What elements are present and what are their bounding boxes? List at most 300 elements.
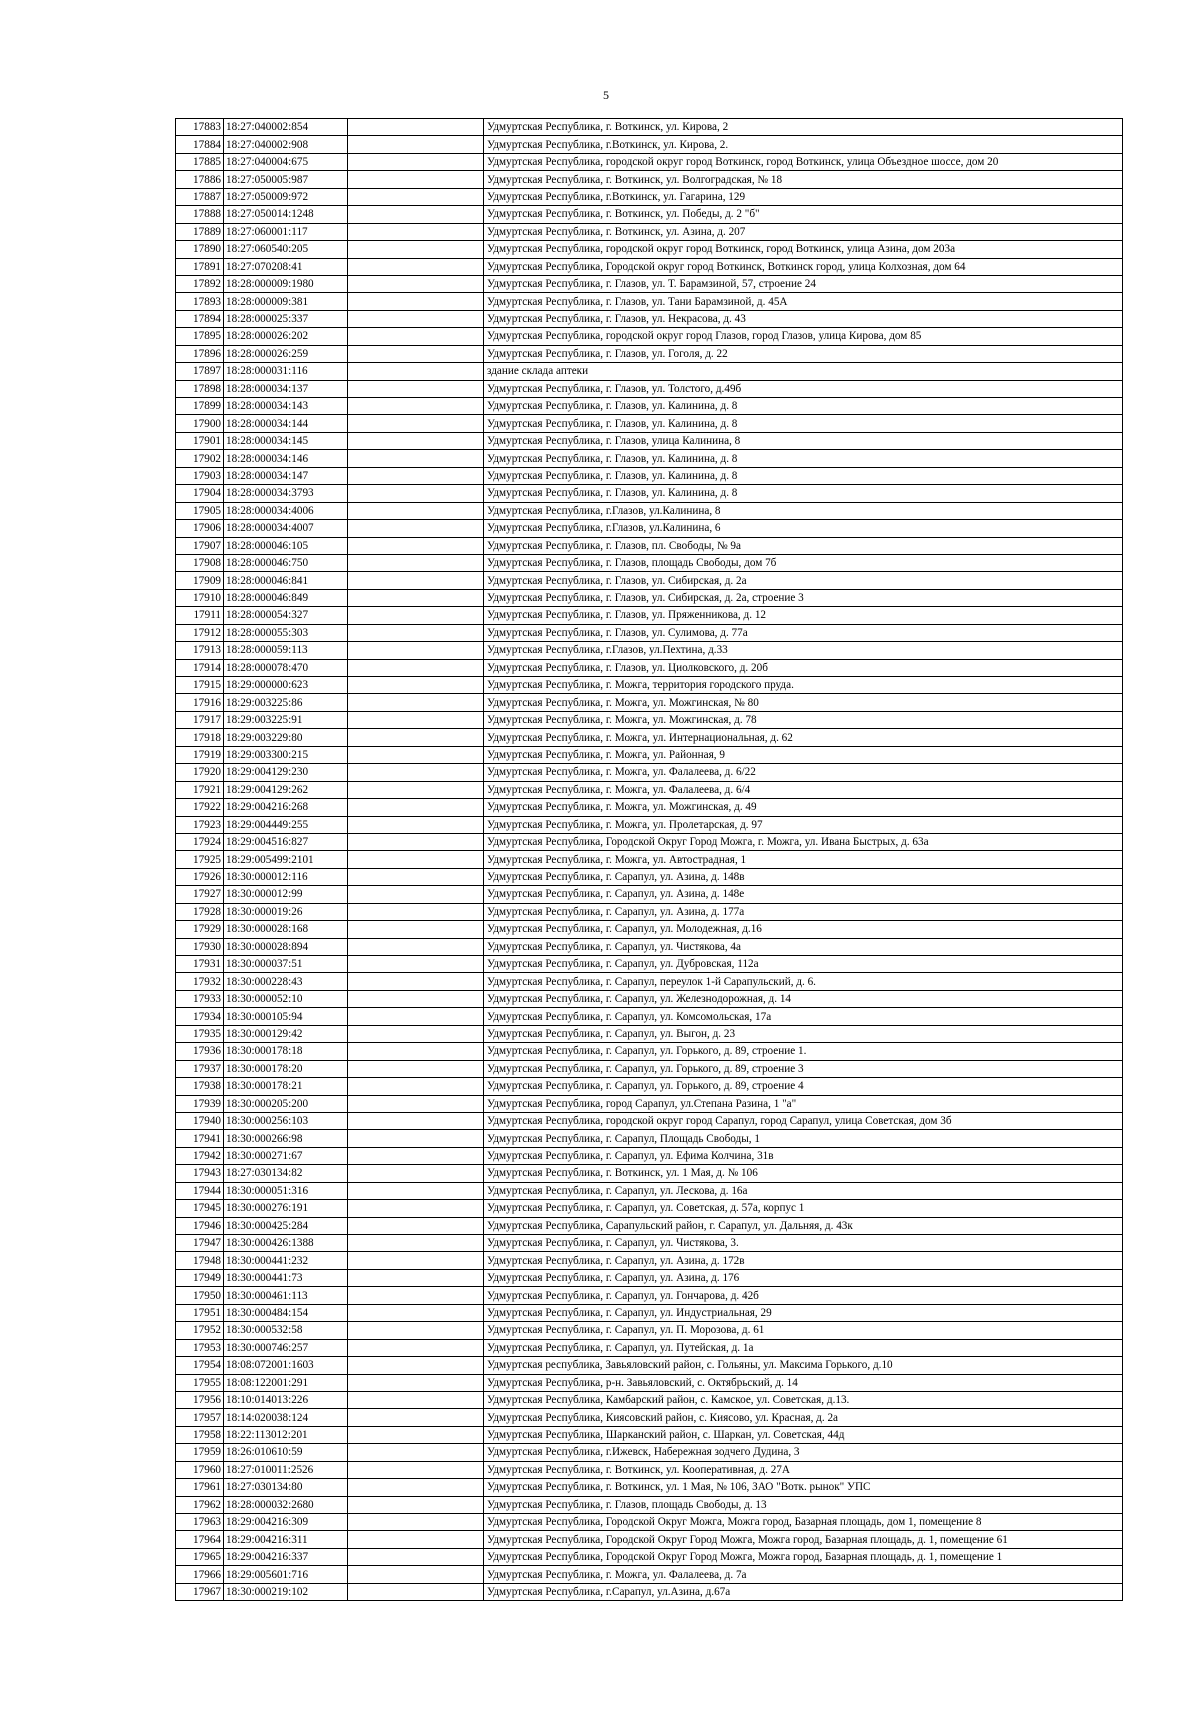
row-number-cell: 17948: [176, 1252, 224, 1269]
cadastral-number-cell: 18:28:000034:137: [224, 380, 348, 397]
empty-cell: [348, 1566, 484, 1583]
row-number-cell: 17915: [176, 677, 224, 694]
row-number-cell: 17938: [176, 1078, 224, 1095]
empty-cell: [348, 1339, 484, 1356]
row-number-cell: 17964: [176, 1531, 224, 1548]
table-row: [176, 119, 1123, 136]
row-number-cell: 17901: [176, 432, 224, 449]
address-cell: Удмуртская Республика, городской округ город Воткинск, город Воткинск, улица Объездное шоссе, дом 20: [484, 153, 1123, 170]
table-row: [176, 677, 1123, 694]
address-cell: Удмуртская Республика, г. Можга, ул. Можгинская, д. 78: [484, 711, 1123, 728]
cadastral-number-cell: 18:29:004216:337: [224, 1548, 348, 1565]
table-row: [176, 502, 1123, 519]
empty-cell: [348, 572, 484, 589]
address-cell: Удмуртская Республика, г. Можга, ул. Фалалеева, д. 7а: [484, 1566, 1123, 1583]
row-number-cell: 17951: [176, 1304, 224, 1321]
cadastral-number-cell: 18:29:004129:262: [224, 781, 348, 798]
cadastral-number-cell: 18:28:000034:4007: [224, 520, 348, 537]
table-row: [176, 624, 1123, 641]
cadastral-number-cell: 18:22:113012:201: [224, 1426, 348, 1443]
empty-cell: [348, 275, 484, 292]
empty-cell: [348, 1461, 484, 1478]
table-row: [176, 363, 1123, 380]
address-cell: Удмуртская Республика, г. Глазов, ул. Пряженникова, д. 12: [484, 607, 1123, 624]
address-cell: Удмуртская Республика, г. Глазов, улица Калинина, 8: [484, 432, 1123, 449]
table-row: [176, 1548, 1123, 1565]
table-row: [176, 903, 1123, 920]
empty-cell: [348, 764, 484, 781]
table-row: [176, 1531, 1123, 1548]
empty-cell: [348, 1130, 484, 1147]
cadastral-number-cell: 18:30:000205:200: [224, 1095, 348, 1112]
empty-cell: [348, 781, 484, 798]
table-row: [176, 764, 1123, 781]
row-number-cell: 17910: [176, 589, 224, 606]
row-number-cell: 17888: [176, 206, 224, 223]
cadastral-number-cell: 18:27:060001:117: [224, 223, 348, 240]
cadastral-number-cell: 18:27:040002:854: [224, 119, 348, 136]
table-row: [176, 1496, 1123, 1513]
cadastral-number-cell: 18:30:000052:10: [224, 990, 348, 1007]
empty-cell: [348, 746, 484, 763]
row-number-cell: 17889: [176, 223, 224, 240]
empty-cell: [348, 1444, 484, 1461]
table-row: [176, 554, 1123, 571]
table-row: [176, 642, 1123, 659]
address-cell: Удмуртская Республика, г. Глазов, ул. Сулимова, д. 77а: [484, 624, 1123, 641]
address-cell: Удмуртская Республика, Городской Округ Можга, Можга город, Базарная площадь, дом 1, помещение 8: [484, 1514, 1123, 1531]
table-row: [176, 833, 1123, 850]
address-cell: Удмуртская Республика, Киясовский район, с. Киясово, ул. Красная, д. 2а: [484, 1409, 1123, 1426]
table-row: [176, 398, 1123, 415]
address-cell: Удмуртская Республика, г.Сарапул, ул.Азина, д.67а: [484, 1583, 1123, 1600]
row-number-cell: 17891: [176, 258, 224, 275]
empty-cell: [348, 223, 484, 240]
cadastral-number-cell: 18:29:003225:91: [224, 711, 348, 728]
row-number-cell: 17903: [176, 467, 224, 484]
empty-cell: [348, 1182, 484, 1199]
table-row: [176, 1374, 1123, 1391]
empty-cell: [348, 1287, 484, 1304]
address-cell: Удмуртская Республика, г. Можга, ул. Можгинская, № 80: [484, 694, 1123, 711]
table-row: [176, 1357, 1123, 1374]
cadastral-number-cell: 18:27:060540:205: [224, 241, 348, 258]
address-cell: Удмуртская Республика, г. Воткинск, ул. Кооперативная, д. 27А: [484, 1461, 1123, 1478]
address-cell: Удмуртская Республика, г. Сарапул, ул. Горького, д. 89, строение 3: [484, 1060, 1123, 1077]
address-cell: Удмуртская Республика, г. Воткинск, ул. Азина, д. 207: [484, 223, 1123, 240]
table-row: [176, 1165, 1123, 1182]
address-cell: Удмуртская Республика, город Сарапул, ул.Степана Разина, 1 "а": [484, 1095, 1123, 1112]
row-number-cell: 17958: [176, 1426, 224, 1443]
row-number-cell: 17886: [176, 171, 224, 188]
table-row: [176, 380, 1123, 397]
empty-cell: [348, 886, 484, 903]
cadastral-number-cell: 18:30:000219:102: [224, 1583, 348, 1600]
address-cell: Удмуртская Республика, Шарканский район, с. Шаркан, ул. Советская, 44д: [484, 1426, 1123, 1443]
cadastral-number-cell: 18:30:000441:73: [224, 1269, 348, 1286]
cadastral-number-cell: 18:29:003225:86: [224, 694, 348, 711]
cadastral-number-cell: 18:28:000009:1980: [224, 275, 348, 292]
row-number-cell: 17884: [176, 136, 224, 153]
address-cell: Удмуртская Республика, городской округ город Глазов, город Глазов, улица Кирова, дом 85: [484, 328, 1123, 345]
table-row: [176, 328, 1123, 345]
row-number-cell: 17896: [176, 345, 224, 362]
address-cell: Удмуртская Республика, г. Можга, ул. Интернациональная, д. 62: [484, 729, 1123, 746]
address-cell: Удмуртская Республика, г. Сарапул, ул. Советская, д. 57а, корпус 1: [484, 1200, 1123, 1217]
table-row: [176, 1182, 1123, 1199]
empty-cell: [348, 537, 484, 554]
row-number-cell: 17913: [176, 642, 224, 659]
address-cell: Удмуртская Республика, г. Глазов, ул. Гоголя, д. 22: [484, 345, 1123, 362]
row-number-cell: 17929: [176, 921, 224, 938]
table-row: [176, 729, 1123, 746]
row-number-cell: 17934: [176, 1008, 224, 1025]
row-number-cell: 17953: [176, 1339, 224, 1356]
cadastral-number-cell: 18:28:000055:303: [224, 624, 348, 641]
cadastral-number-cell: 18:30:000484:154: [224, 1304, 348, 1321]
address-cell: Удмуртская Республика, г. Воткинск, ул. Победы, д. 2 "б": [484, 206, 1123, 223]
empty-cell: [348, 624, 484, 641]
address-cell: здание склада аптеки: [484, 363, 1123, 380]
cadastral-number-cell: 18:28:000034:143: [224, 398, 348, 415]
empty-cell: [348, 363, 484, 380]
table-row: [176, 1130, 1123, 1147]
cadastral-number-cell: 18:08:122001:291: [224, 1374, 348, 1391]
empty-cell: [348, 1304, 484, 1321]
table-row: [176, 1025, 1123, 1042]
row-number-cell: 17943: [176, 1165, 224, 1182]
empty-cell: [348, 1269, 484, 1286]
address-cell: Удмуртская Республика, г. Можга, территория городского пруда.: [484, 677, 1123, 694]
cadastral-number-cell: 18:30:000105:94: [224, 1008, 348, 1025]
empty-cell: [348, 467, 484, 484]
row-number-cell: 17898: [176, 380, 224, 397]
cadastral-number-cell: 18:30:000051:316: [224, 1182, 348, 1199]
empty-cell: [348, 903, 484, 920]
table-row: [176, 223, 1123, 240]
table-row: [176, 816, 1123, 833]
table-row: [176, 589, 1123, 606]
row-number-cell: 17954: [176, 1357, 224, 1374]
row-number-cell: 17960: [176, 1461, 224, 1478]
table-row: [176, 450, 1123, 467]
cadastral-number-cell: 18:29:003229:80: [224, 729, 348, 746]
row-number-cell: 17932: [176, 973, 224, 990]
table-row: [176, 659, 1123, 676]
address-cell: Удмуртская Республика, г. Воткинск, ул. Кирова, 2: [484, 119, 1123, 136]
row-number-cell: 17894: [176, 310, 224, 327]
empty-cell: [348, 694, 484, 711]
address-cell: Удмуртская Республика, г. Сарапул, ул. Азина, д. 172в: [484, 1252, 1123, 1269]
empty-cell: [348, 1112, 484, 1129]
table-row: [176, 171, 1123, 188]
row-number-cell: 17945: [176, 1200, 224, 1217]
cadastral-number-cell: 18:28:000059:113: [224, 642, 348, 659]
row-number-cell: 17906: [176, 520, 224, 537]
row-number-cell: 17887: [176, 188, 224, 205]
cadastral-number-cell: 18:30:000425:284: [224, 1217, 348, 1234]
address-cell: Удмуртская Республика, г. Сарапул, ул. Гончарова, д. 42б: [484, 1287, 1123, 1304]
cadastral-number-cell: 18:28:000034:4006: [224, 502, 348, 519]
cadastral-number-cell: 18:27:040002:908: [224, 136, 348, 153]
row-number-cell: 17967: [176, 1583, 224, 1600]
cadastral-number-cell: 18:27:030134:82: [224, 1165, 348, 1182]
table-row: [176, 293, 1123, 310]
empty-cell: [348, 1095, 484, 1112]
row-number-cell: 17928: [176, 903, 224, 920]
row-number-cell: 17961: [176, 1479, 224, 1496]
table-row: [176, 1566, 1123, 1583]
empty-cell: [348, 1426, 484, 1443]
address-cell: Удмуртская Республика, г. Можга, ул. Фалалеева, д. 6/4: [484, 781, 1123, 798]
row-number-cell: 17939: [176, 1095, 224, 1112]
row-number-cell: 17956: [176, 1391, 224, 1408]
table-row: [176, 188, 1123, 205]
empty-cell: [348, 990, 484, 1007]
table-row: [176, 868, 1123, 885]
row-number-cell: 17912: [176, 624, 224, 641]
row-number-cell: 17927: [176, 886, 224, 903]
empty-cell: [348, 1043, 484, 1060]
empty-cell: [348, 1060, 484, 1077]
cadastral-number-cell: 18:28:000032:2680: [224, 1496, 348, 1513]
cadastral-number-cell: 18:28:000034:3793: [224, 485, 348, 502]
empty-cell: [348, 1008, 484, 1025]
empty-cell: [348, 188, 484, 205]
row-number-cell: 17883: [176, 119, 224, 136]
address-cell: Удмуртская Республика, г. Сарапул, ул. Горького, д. 89, строение 4: [484, 1078, 1123, 1095]
address-cell: Удмуртская Республика, г. Сарапул, ул. Комсомольская, 17а: [484, 1008, 1123, 1025]
address-cell: Удмуртская Республика, г. Глазов, ул. Сибирская, д. 2а: [484, 572, 1123, 589]
table-row: [176, 1112, 1123, 1129]
row-number-cell: 17911: [176, 607, 224, 624]
cadastral-number-cell: 18:27:050009:972: [224, 188, 348, 205]
empty-cell: [348, 799, 484, 816]
cadastral-number-cell: 18:27:010011:2526: [224, 1461, 348, 1478]
cadastral-number-cell: 18:28:000034:145: [224, 432, 348, 449]
row-number-cell: 17925: [176, 851, 224, 868]
row-number-cell: 17936: [176, 1043, 224, 1060]
table-row: [176, 956, 1123, 973]
cadastral-number-cell: 18:29:003300:215: [224, 746, 348, 763]
row-number-cell: 17963: [176, 1514, 224, 1531]
empty-cell: [348, 1200, 484, 1217]
table-row: [176, 938, 1123, 955]
row-number-cell: 17900: [176, 415, 224, 432]
address-cell: Удмуртская Республика, городской округ город Воткинск, город Воткинск, улица Азина, дом 203а: [484, 241, 1123, 258]
empty-cell: [348, 328, 484, 345]
row-number-cell: 17944: [176, 1182, 224, 1199]
address-cell: Удмуртская Республика, г. Глазов, ул. Т. Барамзиной, 57, строение 24: [484, 275, 1123, 292]
address-cell: Удмуртская Республика, городской округ город Сарапул, город Сарапул, улица Советская, дом 3б: [484, 1112, 1123, 1129]
row-number-cell: 17931: [176, 956, 224, 973]
cadastral-number-cell: 18:30:000012:116: [224, 868, 348, 885]
table-row: [176, 746, 1123, 763]
row-number-cell: 17921: [176, 781, 224, 798]
row-number-cell: 17947: [176, 1235, 224, 1252]
address-cell: Удмуртская Республика, г. Сарапул, ул. Азина, д. 148е: [484, 886, 1123, 903]
cadastral-number-cell: 18:30:000129:42: [224, 1025, 348, 1042]
address-cell: Удмуртская республика, Завьяловский район, с. Гольяны, ул. Максима Горького, д.10: [484, 1357, 1123, 1374]
row-number-cell: 17899: [176, 398, 224, 415]
address-cell: Удмуртская Республика, г. Глазов, ул. Некрасова, д. 43: [484, 310, 1123, 327]
address-cell: Удмуртская Республика, г. Глазов, ул. Циолковского, д. 20б: [484, 659, 1123, 676]
table-row: [176, 1287, 1123, 1304]
address-cell: Удмуртская Республика, г. Сарапул, ул. Индустриальная, 29: [484, 1304, 1123, 1321]
table-row: [176, 1409, 1123, 1426]
table-row: [176, 1269, 1123, 1286]
cadastral-number-cell: 18:29:004129:230: [224, 764, 348, 781]
table-row: [176, 973, 1123, 990]
address-cell: Удмуртская Республика, г. Глазов, ул. Калинина, д. 8: [484, 450, 1123, 467]
address-cell: Удмуртская Республика, Камбарский район, с. Камское, ул. Советская, д.13.: [484, 1391, 1123, 1408]
row-number-cell: 17949: [176, 1269, 224, 1286]
cadastral-number-cell: 18:28:000046:105: [224, 537, 348, 554]
table-row: [176, 1479, 1123, 1496]
empty-cell: [348, 415, 484, 432]
cadastral-number-cell: 18:29:005601:716: [224, 1566, 348, 1583]
address-cell: Удмуртская Республика, Городской Округ Город Можга, Можга город, Базарная площадь, д. 1, помещение 1: [484, 1548, 1123, 1565]
row-number-cell: 17935: [176, 1025, 224, 1042]
empty-cell: [348, 1165, 484, 1182]
empty-cell: [348, 642, 484, 659]
empty-cell: [348, 1147, 484, 1164]
cadastral-number-cell: 18:28:000025:337: [224, 310, 348, 327]
cadastral-number-cell: 18:28:000054:327: [224, 607, 348, 624]
address-cell: Удмуртская Республика, г. Сарапул, ул. Лескова, д. 16а: [484, 1182, 1123, 1199]
address-cell: Удмуртская Республика, г. Глазов, ул. Калинина, д. 8: [484, 415, 1123, 432]
address-cell: Удмуртская Республика, г. Сарапул, ул. Чистякова, 4а: [484, 938, 1123, 955]
empty-cell: [348, 868, 484, 885]
empty-cell: [348, 1391, 484, 1408]
empty-cell: [348, 1531, 484, 1548]
address-cell: Удмуртская Республика, г.Воткинск, ул. Кирова, 2.: [484, 136, 1123, 153]
empty-cell: [348, 206, 484, 223]
cadastral-number-cell: 18:29:004449:255: [224, 816, 348, 833]
empty-cell: [348, 258, 484, 275]
table-row: [176, 1426, 1123, 1443]
address-cell: Удмуртская Республика, Городской округ город Воткинск, Воткинск город, улица Колхозная, дом 64: [484, 258, 1123, 275]
cadastral-number-cell: 18:30:000019:26: [224, 903, 348, 920]
cadastral-number-cell: 18:29:004216:309: [224, 1514, 348, 1531]
row-number-cell: 17933: [176, 990, 224, 1007]
empty-cell: [348, 554, 484, 571]
address-cell: Удмуртская Республика, г.Глазов, ул.Пехтина, д.33: [484, 642, 1123, 659]
address-cell: Удмуртская Республика, Городской Округ Город Можга, г. Можга, ул. Ивана Быстрых, д. 63а: [484, 833, 1123, 850]
table-row: [176, 694, 1123, 711]
table-row: [176, 1078, 1123, 1095]
row-number-cell: 17955: [176, 1374, 224, 1391]
cadastral-number-cell: 18:28:000046:849: [224, 589, 348, 606]
table-row: [176, 520, 1123, 537]
empty-cell: [348, 1235, 484, 1252]
cadastral-number-cell: 18:29:005499:2101: [224, 851, 348, 868]
row-number-cell: 17914: [176, 659, 224, 676]
row-number-cell: 17893: [176, 293, 224, 310]
cadastral-number-cell: 18:28:000009:381: [224, 293, 348, 310]
cadastral-number-cell: 18:28:000031:116: [224, 363, 348, 380]
empty-cell: [348, 589, 484, 606]
table-row: [176, 1461, 1123, 1478]
cadastral-number-cell: 18:30:000271:67: [224, 1147, 348, 1164]
address-cell: Удмуртская Республика, р-н. Завьяловский, с. Октябрьский, д. 14: [484, 1374, 1123, 1391]
empty-cell: [348, 450, 484, 467]
cadastral-number-cell: 18:28:000026:259: [224, 345, 348, 362]
property-register-table: [175, 118, 1123, 1601]
row-number-cell: 17942: [176, 1147, 224, 1164]
address-cell: Удмуртская Республика, г. Глазов, ул. Тани Барамзиной, д. 45А: [484, 293, 1123, 310]
row-number-cell: 17904: [176, 485, 224, 502]
cadastral-number-cell: 18:14:020038:124: [224, 1409, 348, 1426]
empty-cell: [348, 1252, 484, 1269]
cadastral-number-cell: 18:28:000034:144: [224, 415, 348, 432]
row-number-cell: 17924: [176, 833, 224, 850]
address-cell: Удмуртская Республика, г. Можга, ул. Пролетарская, д. 97: [484, 816, 1123, 833]
address-cell: Удмуртская Республика, г. Сарапул, ул. Железнодорожная, д. 14: [484, 990, 1123, 1007]
cadastral-number-cell: 18:28:000034:147: [224, 467, 348, 484]
cadastral-number-cell: 18:29:004216:311: [224, 1531, 348, 1548]
empty-cell: [348, 1514, 484, 1531]
address-cell: Удмуртская Республика, г. Сарапул, Площадь Свободы, 1: [484, 1130, 1123, 1147]
empty-cell: [348, 1374, 484, 1391]
row-number-cell: 17902: [176, 450, 224, 467]
address-cell: Удмуртская Республика, Городской Округ Город Можга, Можга город, Базарная площадь, д. 1, помещение 61: [484, 1531, 1123, 1548]
table-row: [176, 990, 1123, 1007]
table-row: [176, 921, 1123, 938]
table-row: [176, 1217, 1123, 1234]
row-number-cell: 17937: [176, 1060, 224, 1077]
table-row: [176, 1391, 1123, 1408]
address-cell: Удмуртская Республика, г. Глазов, ул. Калинина, д. 8: [484, 485, 1123, 502]
empty-cell: [348, 607, 484, 624]
row-number-cell: 17918: [176, 729, 224, 746]
row-number-cell: 17940: [176, 1112, 224, 1129]
table-row: [176, 851, 1123, 868]
address-cell: Удмуртская Республика, г. Сарапул, ул. Азина, д. 176: [484, 1269, 1123, 1286]
empty-cell: [348, 1496, 484, 1513]
empty-cell: [348, 380, 484, 397]
page-number: 5: [603, 88, 609, 102]
table-row: [176, 1235, 1123, 1252]
cadastral-number-cell: 18:30:000037:51: [224, 956, 348, 973]
address-cell: Удмуртская Республика, г.Глазов, ул.Калинина, 8: [484, 502, 1123, 519]
address-cell: Удмуртская Республика, г. Сарапул, ул. Азина, д. 177а: [484, 903, 1123, 920]
table-row: [176, 275, 1123, 292]
cadastral-number-cell: 18:30:000178:21: [224, 1078, 348, 1095]
address-cell: Удмуртская Республика, г. Сарапул, ул. Горького, д. 89, строение 1.: [484, 1043, 1123, 1060]
cadastral-number-cell: 18:28:000078:470: [224, 659, 348, 676]
empty-cell: [348, 345, 484, 362]
row-number-cell: 17959: [176, 1444, 224, 1461]
empty-cell: [348, 153, 484, 170]
empty-cell: [348, 1479, 484, 1496]
table-row: [176, 136, 1123, 153]
address-cell: Удмуртская Республика, г. Сарапул, ул. Путейская, д. 1а: [484, 1339, 1123, 1356]
empty-cell: [348, 241, 484, 258]
row-number-cell: 17909: [176, 572, 224, 589]
empty-cell: [348, 938, 484, 955]
cadastral-number-cell: 18:28:000034:146: [224, 450, 348, 467]
empty-cell: [348, 1409, 484, 1426]
table-row: [176, 1514, 1123, 1531]
table-row: [176, 310, 1123, 327]
row-number-cell: 17946: [176, 1217, 224, 1234]
empty-cell: [348, 1322, 484, 1339]
cadastral-number-cell: 18:30:000012:99: [224, 886, 348, 903]
empty-cell: [348, 729, 484, 746]
address-cell: Удмуртская Республика, Сарапульский район, г. Сарапул, ул. Дальняя, д. 43к: [484, 1217, 1123, 1234]
empty-cell: [348, 1078, 484, 1095]
